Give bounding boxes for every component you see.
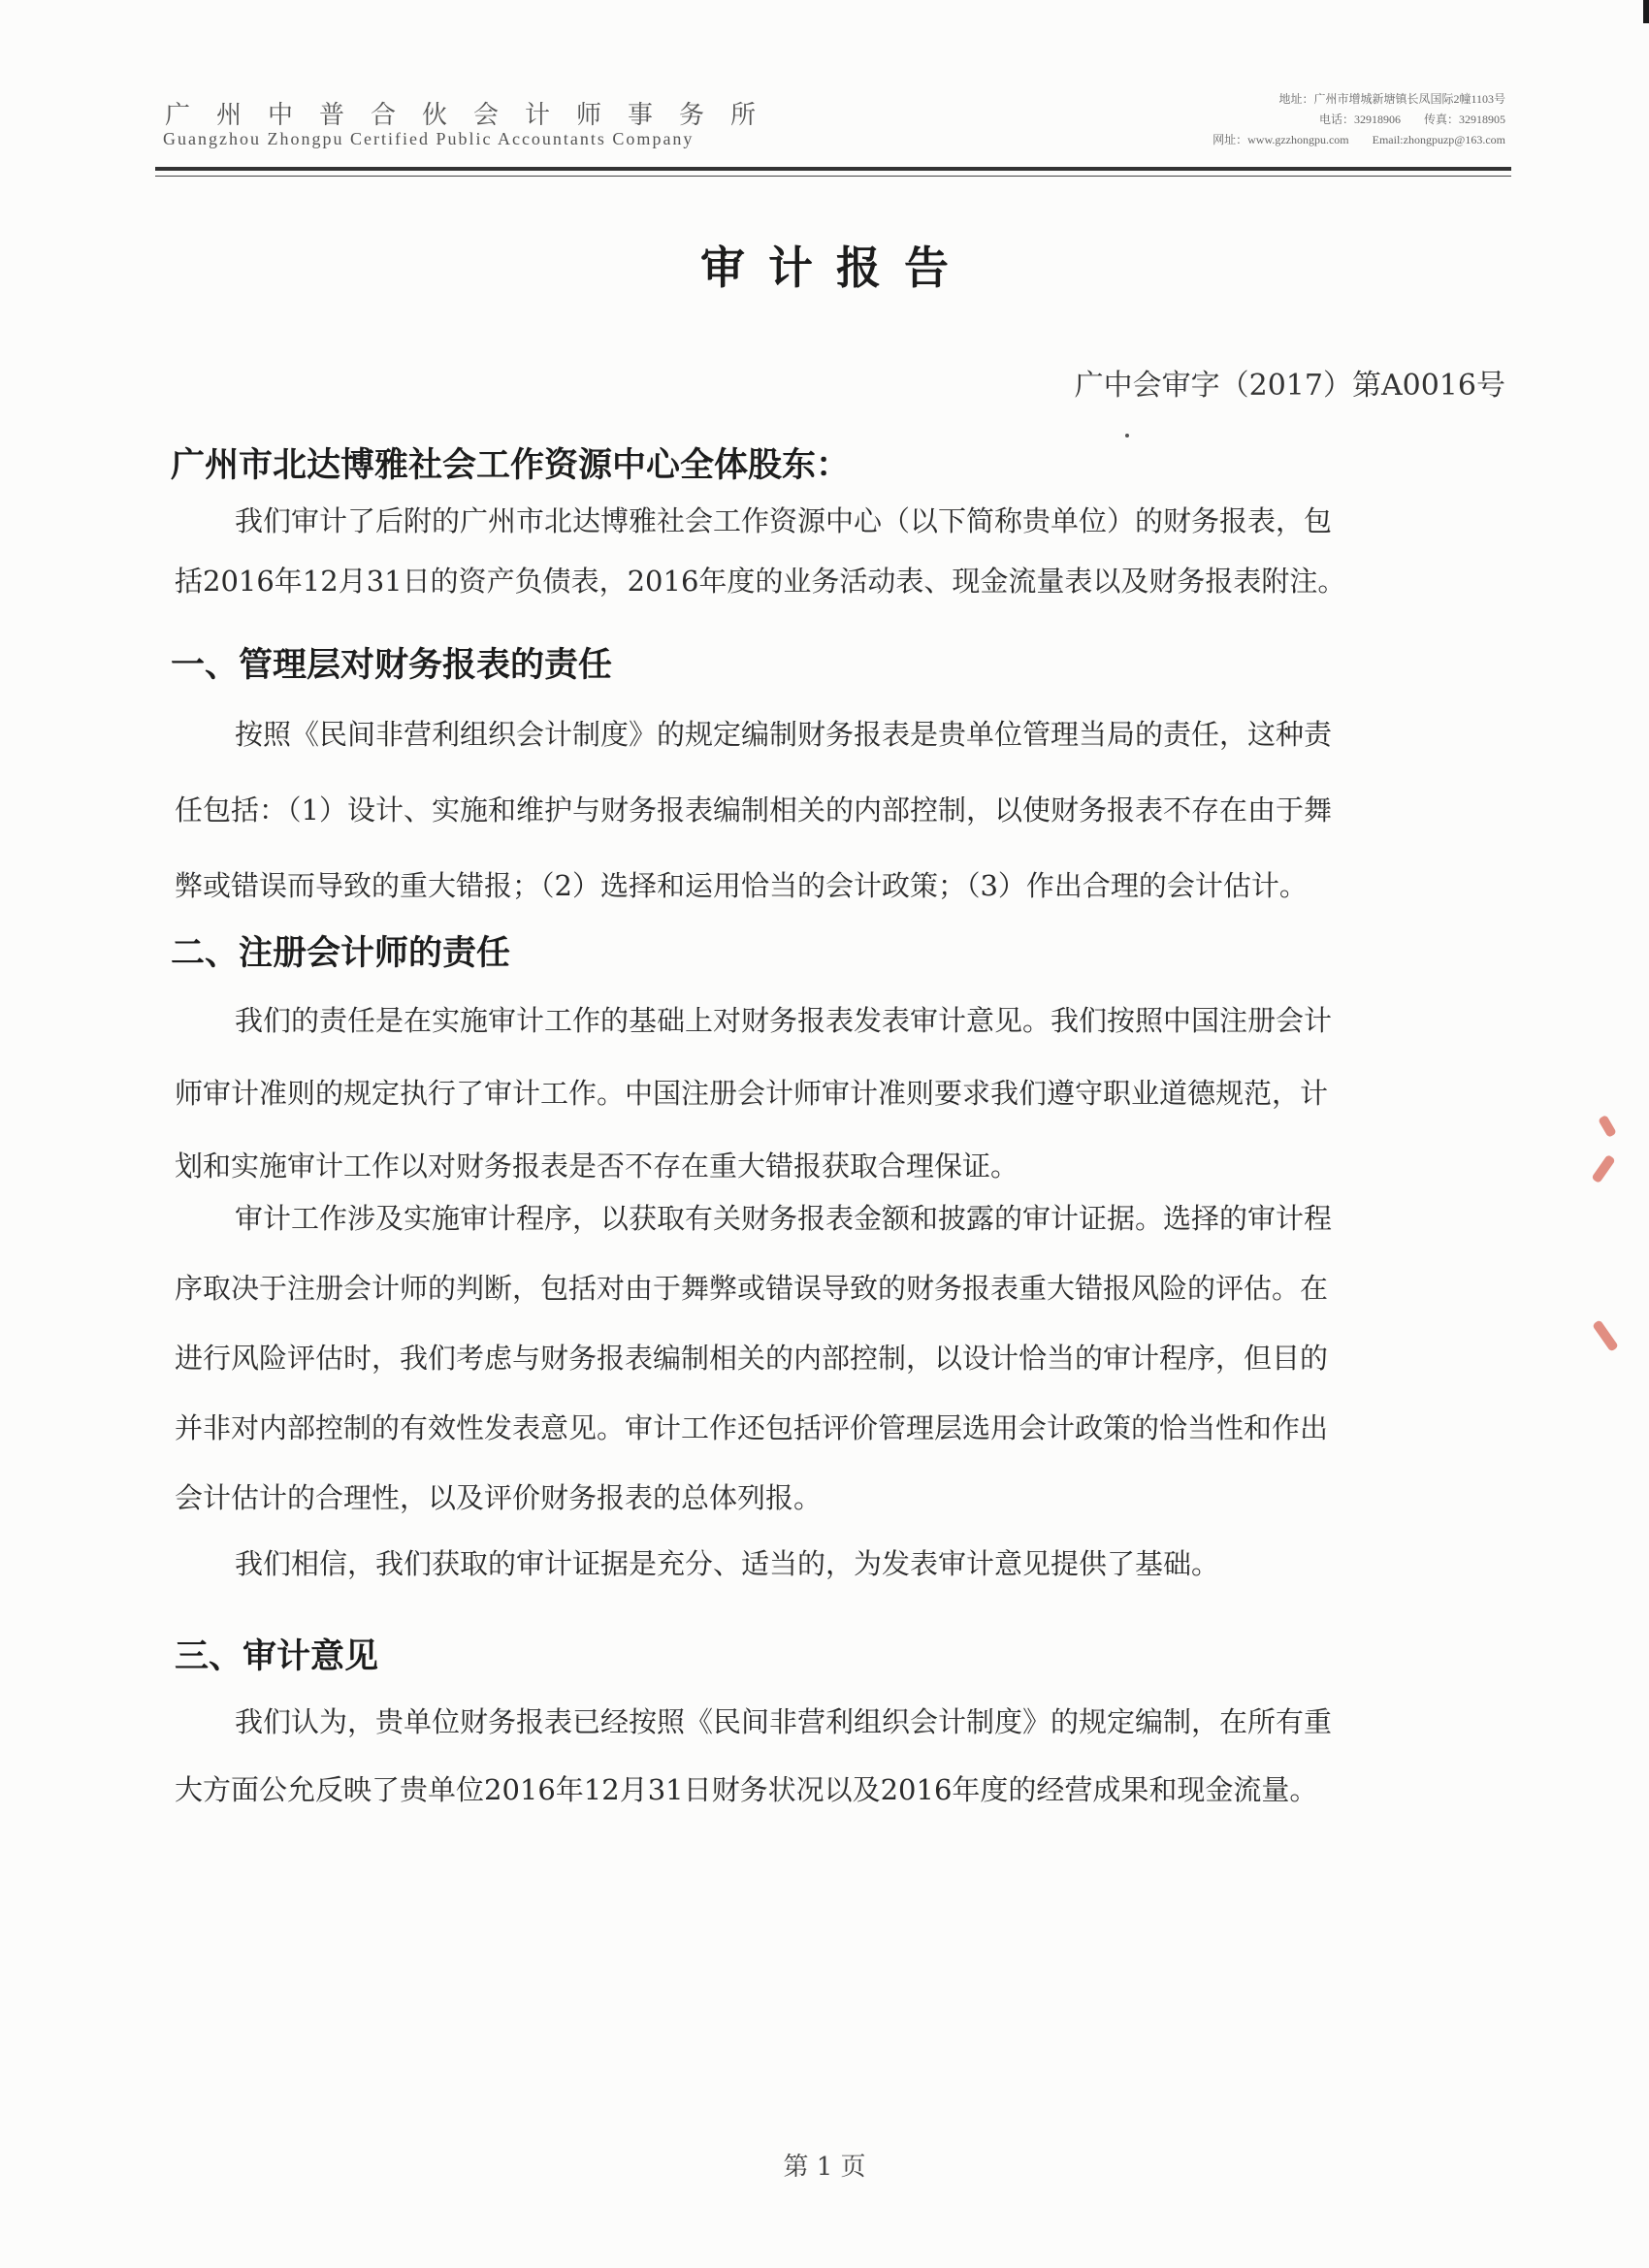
firm-web-email: 网址：www.gzzhongpu.com Email:zhongpuzp@163.com: [1212, 133, 1505, 146]
section2-line: 我们相信，我们获取的审计证据是充分、适当的，为发表审计意见提供了基础。: [235, 1547, 1220, 1580]
section2-line: 进行风险评估时，我们考虑与财务报表编制相关的内部控制，以设计恰当的审计程序，但目的: [175, 1342, 1329, 1375]
section2-line: 划和实施审计工作以对财务报表是否不存在重大错报获取合理保证。: [175, 1150, 1019, 1183]
section2-line: 并非对内部控制的有效性发表意见。审计工作还包括评价管理层选用会计政策的恰当性和作出: [175, 1411, 1329, 1444]
seal-fragment: [1591, 1154, 1615, 1183]
page-number: 第 1 页: [783, 2153, 866, 2182]
firm-name-chinese: 广州中普合伙会计师事务所: [165, 101, 783, 130]
section3-line: 我们认为，贵单位财务报表已经按照《民间非营利组织会计制度》的规定编制，在所有重: [235, 1705, 1333, 1738]
scan-edge-mark: [1643, 0, 1649, 23]
letterhead-rule-thin: [155, 176, 1511, 177]
seal-fragment: [1592, 1319, 1619, 1352]
section2-line: 我们的责任是在实施审计工作的基础上对财务报表发表审计意见。我们按照中国注册会计: [235, 1004, 1333, 1037]
report-title: 审计报告: [700, 242, 972, 294]
section-heading-opinion: 三、审计意见: [175, 1637, 379, 1676]
intro-line: 括2016年12月31日的资产负债表，2016年度的业务活动表、现金流量表以及财务报表附注。: [175, 565, 1346, 598]
seal-fragment: [1598, 1115, 1617, 1138]
section-heading-management: 一、管理层对财务报表的责任: [171, 646, 613, 685]
firm-phone-fax: 电话：32918906 传真：32918905: [1318, 113, 1505, 126]
section1-line: 按照《民间非营利组织会计制度》的规定编制财务报表是贵单位管理当局的责任，这种责: [235, 718, 1333, 751]
section-heading-auditor: 二、注册会计师的责任: [171, 934, 511, 973]
section2-line: 师审计准则的规定执行了审计工作。中国注册会计师审计准则要求我们遵守职业道德规范，计: [175, 1077, 1329, 1110]
intro-line: 我们审计了后附的广州市北达博雅社会工作资源中心（以下简称贵单位）的财务报表，包: [235, 504, 1333, 537]
section1-line: 任包括：（1）设计、实施和维护与财务报表编制相关的内部控制，以使财务报表不存在由于舞: [175, 794, 1332, 826]
section2-line: 审计工作涉及实施审计程序，以获取有关财务报表金额和披露的审计证据。选择的审计程: [235, 1202, 1333, 1235]
scan-speck: [1125, 434, 1129, 437]
firm-contact-block: [962, 89, 1505, 150]
section1-line: 弊或错误而导致的重大错报；（2）选择和运用恰当的会计政策；（3）作出合理的会计估计。: [175, 869, 1308, 902]
section2-line: 序取决于注册会计师的判断，包括对由于舞弊或错误导致的财务报表重大错报风险的评估。在: [175, 1272, 1329, 1305]
firm-name-english: Guangzhou Zhongpu Certified Public Accountants Company: [163, 129, 695, 148]
addressee: 广州市北达博雅社会工作资源中心全体股东：: [171, 446, 851, 485]
firm-address: 地址：广州市增城新塘镇长凤国际2幢1103号: [1278, 92, 1505, 106]
section2-line: 会计估计的合理性，以及评价财务报表的总体列报。: [175, 1481, 823, 1514]
section3-line: 大方面公允反映了贵单位2016年12月31日财务状况以及2016年度的经营成果和现金流量。: [175, 1773, 1318, 1806]
reference-number: 广中会审字（2017）第A0016号: [1074, 369, 1505, 403]
letterhead-rule-thick: [155, 167, 1511, 171]
